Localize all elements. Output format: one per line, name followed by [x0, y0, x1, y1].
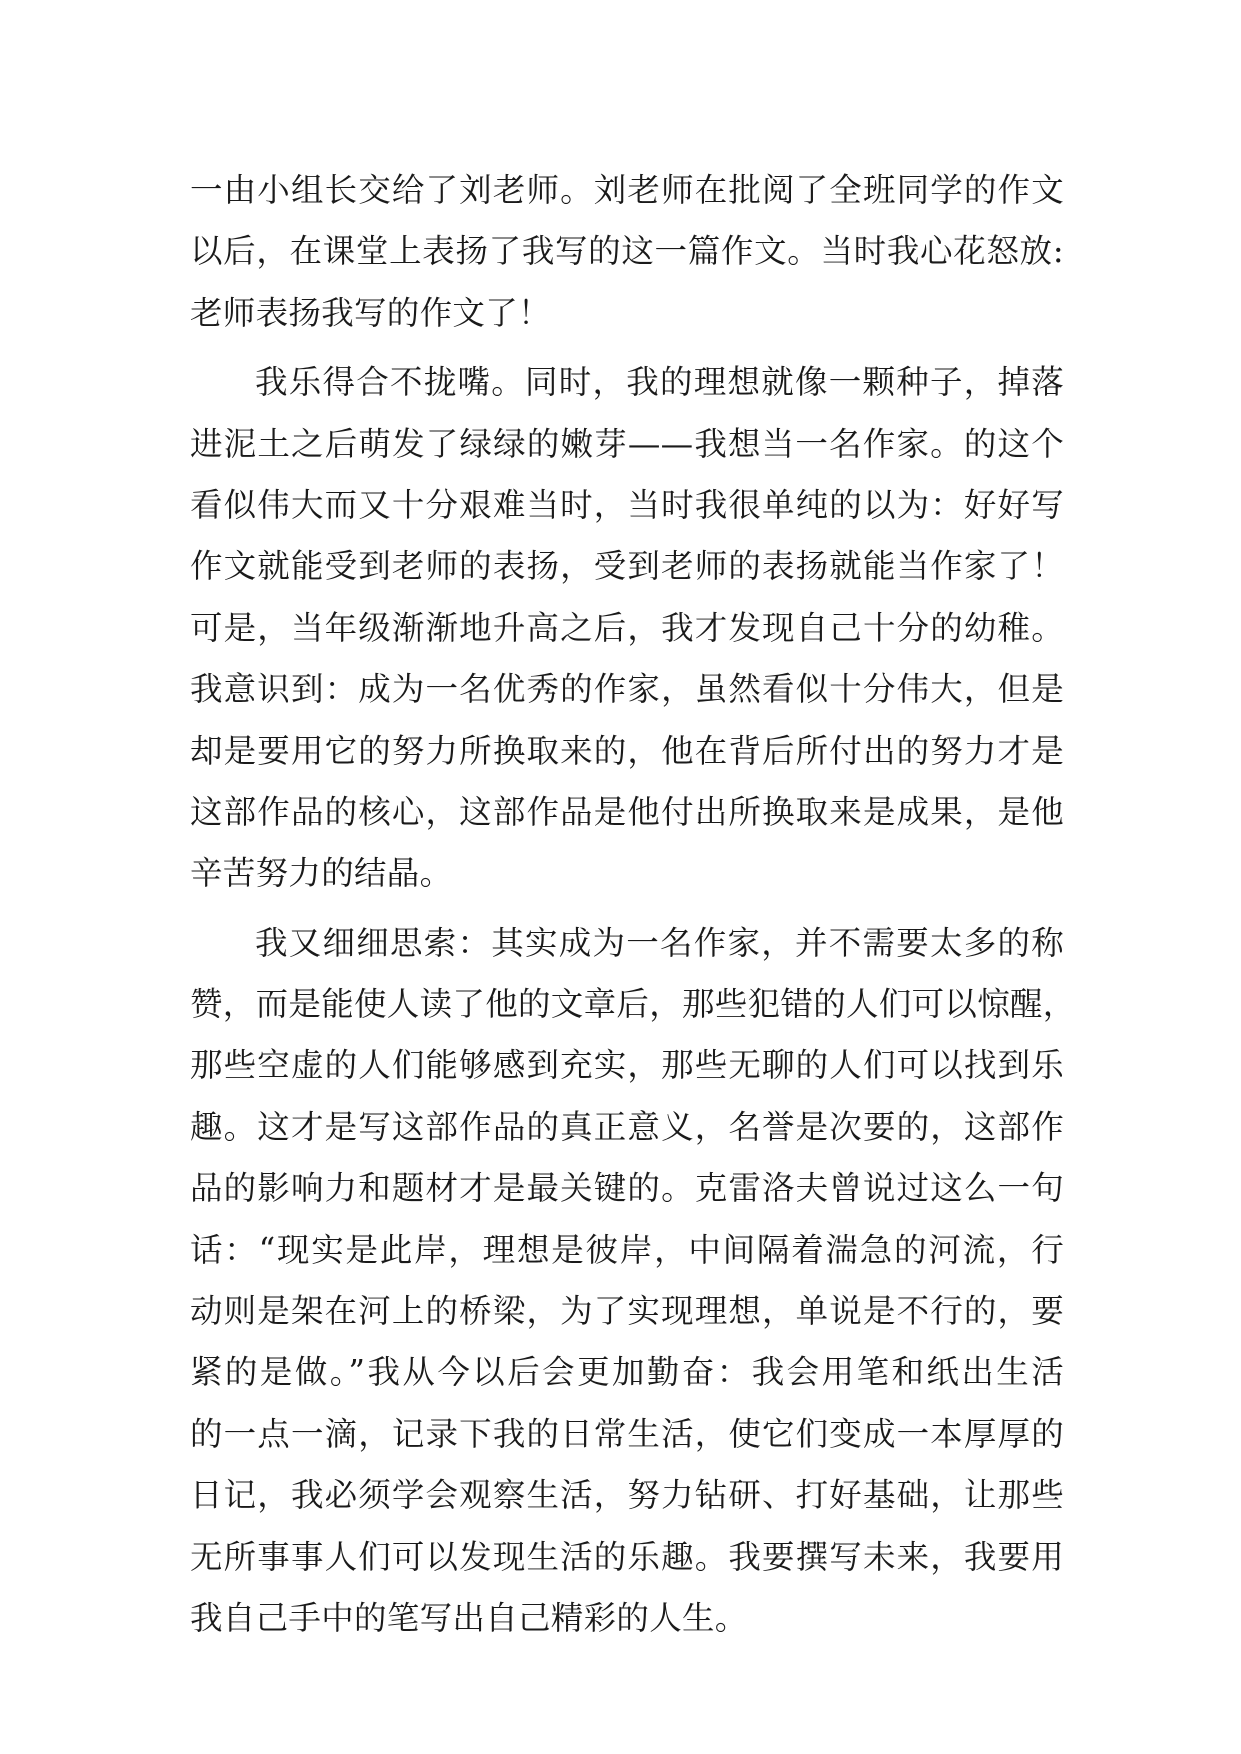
text-line: 紧的是做。”我从今以后会更加勤奋：我会用笔和纸出生活	[190, 1353, 1064, 1392]
text-line: 这部作品的核心，这部作品是他付出所换取来是成果，是他	[190, 792, 1064, 831]
text-line: 一由小组长交给了刘老师。刘老师在批阅了全班同学的作文	[190, 171, 1064, 209]
text-line: 动则是架在河上的桥梁，为了实现理想，单说是不行的，要	[190, 1292, 1064, 1331]
text-line: 看似伟大而又十分艰难当时，当时我很单纯的以为：好好写	[190, 485, 1064, 524]
text-line: 我意识到：成为一名优秀的作家，虽然看似十分伟大，但是	[190, 670, 1064, 709]
text-line: 趣。这才是写这部作品的真正意义，名誉是次要的，这部作	[190, 1107, 1064, 1146]
text-line: 却是要用它的努力所换取来的，他在背后所付出的努力才是	[190, 731, 1064, 770]
paragraph-2	[190, 352, 1064, 905]
text-line: 我乐得合不拢嘴。同时，我的理想就像一颗种子，掉落	[255, 363, 1064, 402]
document-body	[190, 160, 1076, 1649]
text-line: 老师表扬我写的作文了！	[190, 293, 551, 332]
paragraph-1	[190, 160, 1064, 344]
text-line: 进泥土之后萌发了绿绿的嫩芽——我想当一名作家。的这个	[190, 424, 1064, 463]
text-line: 可是，当年级渐渐地升高之后，我才发现自己十分的幼稚。	[190, 608, 1064, 647]
text-line: 我又细细思索：其实成为一名作家，并不需要太多的称	[255, 923, 1064, 962]
text-line: 品的影响力和题材才是最关键的。克雷洛夫曾说过这么一句	[190, 1169, 1064, 1208]
text-line: 那些空虚的人们能够感到充实，那些无聊的人们可以找到乐	[190, 1046, 1064, 1085]
text-line: 话：“现实是此岸，理想是彼岸，中间隔着湍急的河流，行	[190, 1230, 1064, 1269]
paragraph-3	[190, 913, 1076, 1650]
text-line: 我自己手中的笔写出自己精彩的人生。	[190, 1598, 748, 1637]
text-line: 作文就能受到老师的表扬，受到老师的表扬就能当作家了！	[190, 547, 1064, 586]
text-line: 的一点一滴，记录下我的日常生活，使它们变成一本厚厚的	[190, 1414, 1064, 1453]
text-line: 日记，我必须学会观察生活，努力钻研、打好基础，让那些	[190, 1476, 1064, 1515]
text-line: 无所事事人们可以发现生活的乐趣。我要撰写未来，我要用	[190, 1537, 1064, 1576]
text-line: 赞，而是能使人读了他的文章后，那些犯错的人们可以惊醒，	[190, 985, 1076, 1024]
text-line: 辛苦努力的结晶。	[190, 854, 453, 893]
text-line: 以后，在课堂上表扬了我写的这一篇作文。当时我心花怒放:	[190, 232, 1064, 271]
